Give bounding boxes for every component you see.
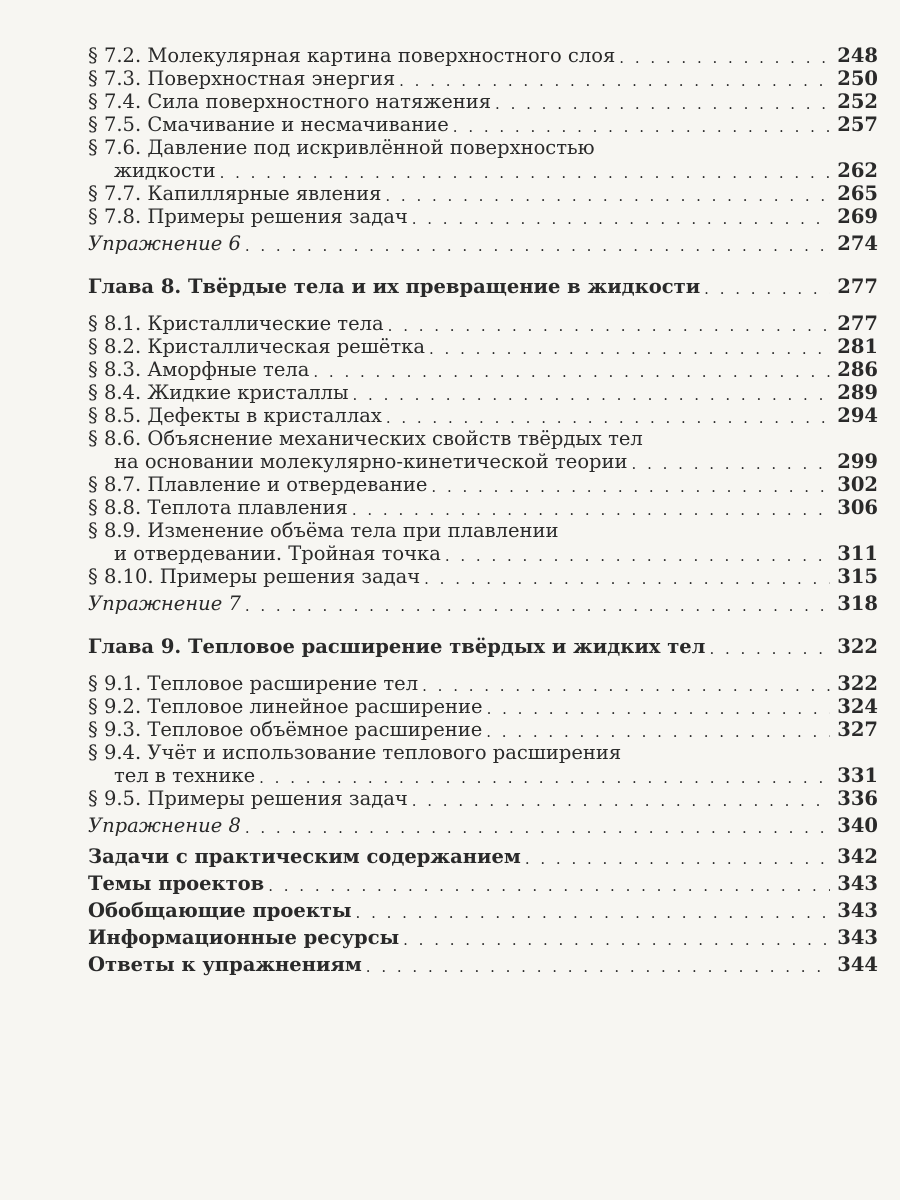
leader-dots <box>632 455 830 473</box>
leader-dots <box>259 769 830 787</box>
toc-entry-9-2 <box>88 695 878 718</box>
toc-entry-page: 294 <box>837 404 878 427</box>
toc-entry-page: 340 <box>837 814 878 837</box>
toc-entry-7-3 <box>88 67 878 90</box>
leader-dots <box>403 931 830 949</box>
toc-entry-title: Обобщающие проекты <box>88 899 352 922</box>
toc-back-answers <box>88 949 878 976</box>
toc-exercise-8 <box>88 814 878 837</box>
toc-entry-page: 262 <box>837 159 878 182</box>
leader-dots <box>495 95 830 113</box>
toc-entry-page: 269 <box>837 205 878 228</box>
toc-entry-9-5 <box>88 787 878 810</box>
leader-dots <box>386 409 830 427</box>
toc-entry-page: 331 <box>837 764 878 787</box>
toc-entry-page: 327 <box>837 718 878 741</box>
toc-entry-title: § 8.3. Аморфные тела <box>88 358 310 381</box>
leader-dots <box>412 210 830 228</box>
toc-entry-title: § 7.2. Молекулярная картина поверхностного слоя <box>88 44 616 67</box>
toc-entry-title: Упражнение 6 <box>88 232 241 255</box>
toc-entry-title: § 7.8. Примеры решения задач <box>88 205 408 228</box>
toc-entry-7-6 <box>88 136 878 182</box>
toc-entry-title: § 8.8. Теплота плавления <box>88 496 348 519</box>
toc-entry-title: § 8.7. Плавление и отвердевание <box>88 473 428 496</box>
toc-entry-title: § 9.3. Тепловое объёмное расширение <box>88 718 483 741</box>
toc-entry-page: 344 <box>837 953 878 976</box>
toc-entry-title: § 9.2. Тепловое линейное расширение <box>88 695 483 718</box>
toc-back-general-projects <box>88 895 878 922</box>
toc-entry-7-5 <box>88 113 878 136</box>
leader-dots <box>424 570 830 588</box>
toc-entry-8-6 <box>88 427 878 473</box>
toc-back-project-topics <box>88 868 878 895</box>
toc-entry-page: 286 <box>837 358 878 381</box>
toc-entry-title: § 8.6. Объяснение механических свойств твёрдых тел <box>88 427 643 450</box>
toc-entry-title: § 7.3. Поверхностная энергия <box>88 67 396 90</box>
toc-entry-title: § 7.6. Давление под искривлённой поверхностью <box>88 136 595 159</box>
leader-dots <box>245 819 830 837</box>
toc-entry-page: 299 <box>837 450 878 473</box>
table-of-contents <box>88 44 878 976</box>
toc-entry-page: 250 <box>837 67 878 90</box>
toc-entry-title: Темы проектов <box>88 872 265 895</box>
leader-dots <box>352 501 830 519</box>
toc-entry-8-4 <box>88 381 878 404</box>
leader-dots <box>709 640 830 658</box>
toc-entry-title-cont: на основании молекулярно-кинетической теории <box>114 450 628 473</box>
toc-entry-title: § 8.9. Изменение объёма тела при плавлении <box>88 519 559 542</box>
toc-entry-8-9 <box>88 519 878 565</box>
leader-dots <box>353 386 831 404</box>
toc-entry-page: 343 <box>837 899 878 922</box>
toc-exercise-6 <box>88 232 878 255</box>
toc-entry-title: § 9.1. Тепловое расширение тел <box>88 672 419 695</box>
toc-entry-page: 324 <box>837 695 878 718</box>
toc-entry-title-cont: тел в технике <box>114 764 256 787</box>
leader-dots <box>704 280 830 298</box>
leader-dots <box>366 958 830 976</box>
toc-entry-page: 277 <box>837 275 878 298</box>
toc-chapter-8 <box>88 275 878 298</box>
leader-dots <box>486 723 830 741</box>
toc-entry-title: § 7.4. Сила поверхностного натяжения <box>88 90 492 113</box>
leader-dots <box>445 547 830 565</box>
leader-dots <box>619 49 830 67</box>
toc-entry-7-8 <box>88 205 878 228</box>
toc-entry-8-2 <box>88 335 878 358</box>
toc-entry-title: § 9.4. Учёт и использование теплового расширения <box>88 741 622 764</box>
toc-entry-page: 277 <box>837 312 878 335</box>
leader-dots <box>268 877 830 895</box>
toc-entry-title: Упражнение 8 <box>88 814 241 837</box>
toc-entry-page: 306 <box>837 496 878 519</box>
toc-entry-page: 289 <box>837 381 878 404</box>
toc-entry-page: 265 <box>837 182 878 205</box>
toc-entry-8-8 <box>88 496 878 519</box>
leader-dots <box>525 850 830 868</box>
toc-entry-8-3 <box>88 358 878 381</box>
toc-entry-8-7 <box>88 473 878 496</box>
toc-entry-page: 318 <box>837 592 878 615</box>
toc-entry-page: 322 <box>837 672 878 695</box>
toc-entry-title: § 7.5. Смачивание и несмачивание <box>88 113 449 136</box>
toc-entry-page: 281 <box>837 335 878 358</box>
leader-dots <box>313 363 830 381</box>
toc-entry-9-4 <box>88 741 878 787</box>
toc-entry-page: 248 <box>837 44 878 67</box>
leader-dots <box>356 904 830 922</box>
toc-back-practical-tasks <box>88 841 878 868</box>
toc-entry-page: 257 <box>837 113 878 136</box>
toc-entry-page: 322 <box>837 635 878 658</box>
leader-dots <box>399 72 830 90</box>
toc-entry-title: § 8.4. Жидкие кристаллы <box>88 381 349 404</box>
toc-entry-9-3 <box>88 718 878 741</box>
leader-dots <box>431 478 830 496</box>
toc-entry-7-4 <box>88 90 878 113</box>
toc-entry-title: § 9.5. Примеры решения задач <box>88 787 408 810</box>
toc-chapter-9 <box>88 635 878 658</box>
toc-entry-page: 336 <box>837 787 878 810</box>
leader-dots <box>422 677 830 695</box>
toc-entry-title-cont: и отвердевании. Тройная точка <box>114 542 441 565</box>
toc-entry-title: Ответы к упражнениям <box>88 953 362 976</box>
toc-entry-page: 343 <box>837 872 878 895</box>
toc-entry-title-cont: жидкости <box>114 159 216 182</box>
toc-entry-8-5 <box>88 404 878 427</box>
toc-entry-title: § 8.10. Примеры решения задач <box>88 565 421 588</box>
toc-entry-title: § 8.5. Дефекты в кристаллах <box>88 404 382 427</box>
leader-dots <box>245 237 830 255</box>
toc-entry-title: § 8.1. Кристаллические тела <box>88 312 384 335</box>
toc-entry-title: § 7.7. Капиллярные явления <box>88 182 382 205</box>
leader-dots <box>385 187 830 205</box>
toc-entry-page: 274 <box>837 232 878 255</box>
leader-dots <box>245 597 830 615</box>
toc-entry-page: 302 <box>837 473 878 496</box>
leader-dots <box>429 340 830 358</box>
toc-entry-7-2 <box>88 44 878 67</box>
toc-entry-8-10 <box>88 565 878 588</box>
toc-entry-page: 342 <box>837 845 878 868</box>
toc-back-info-resources <box>88 922 878 949</box>
chapter-title: Глава 9. Тепловое расширение твёрдых и жидких тел <box>88 635 706 658</box>
toc-entry-page: 315 <box>837 565 878 588</box>
toc-entry-title: Задачи с практическим содержанием <box>88 845 521 868</box>
toc-entry-page: 343 <box>837 926 878 949</box>
toc-entry-7-7 <box>88 182 878 205</box>
toc-exercise-7 <box>88 592 878 615</box>
toc-entry-8-1 <box>88 312 878 335</box>
toc-entry-title: § 8.2. Кристаллическая решётка <box>88 335 425 358</box>
toc-entry-title: Информационные ресурсы <box>88 926 400 949</box>
toc-entry-page: 252 <box>837 90 878 113</box>
leader-dots <box>412 792 830 810</box>
toc-entry-page: 311 <box>837 542 878 565</box>
leader-dots <box>453 118 830 136</box>
leader-dots <box>388 317 830 335</box>
leader-dots <box>487 700 830 718</box>
leader-dots <box>220 164 830 182</box>
chapter-title: Глава 8. Твёрдые тела и их превращение в жидкости <box>88 275 701 298</box>
toc-entry-title: Упражнение 7 <box>88 592 241 615</box>
toc-entry-9-1 <box>88 672 878 695</box>
